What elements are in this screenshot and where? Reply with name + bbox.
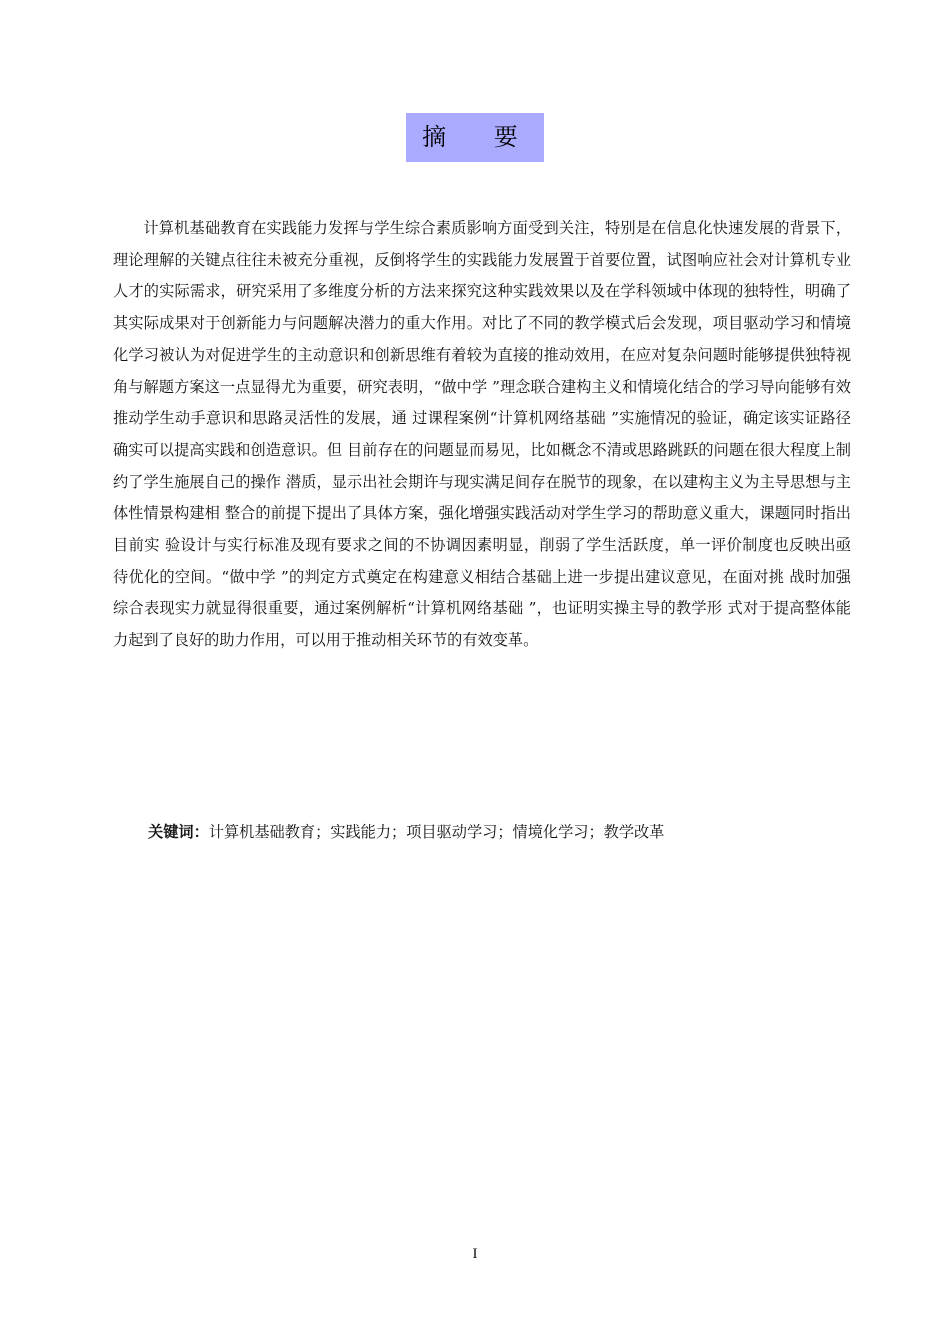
keywords-line <box>148 818 664 846</box>
abstract-title: 摘 要 <box>406 113 544 162</box>
keywords-label: 关键词： <box>148 823 209 841</box>
keywords-text: 计算机基础教育；实践能力；项目驱动学习；情境化学习；教学改革 <box>208 823 665 841</box>
abstract-body: 计算机基础教育在实践能力发挥与学生综合素质影响方面受到关注，特别是在信息化快速发展的背景下，理论理解的关键点往往未被充分重视，反倒将学生的实践能力发展置于首要位置，试图响应社会对计算机专业人才的实际需求，研究采用了多维度分析的方法来探究这种实践效果以及在学科领域中体现的独特性，明确了其实际成果对于创新能力与问题解决潜力的重大作用。对比了不同的教学模式后会发现，项目驱动学习和情境化学习被认为对促进学生的主动意识和创新思维有着较为直接的推动效用，在应对复杂问题时能够提供独特视角与解题方案这一点显得尤为重要，研究表明，“做中学 ”理念联合建构主义和情境化结合的学习导向能够有效推动学生动手意识和思路灵活性的发展，通 过课程案例“计算机网络基础 ”实施情况的验证，确定该实证路径确实可以提高实践和创造意识。但 目前存在的问题显而易见，比如概念不清或思路跳跃的问题在很大程度上制约了学生施展自己的操作 潜质，显示出社会期许与现实满足间存在脱节的现象，在以建构主义为主导思想与主体性情景构建相 整合的前提下提出了具体方案，强化增强实践活动对学生学习的帮助意义重大，课题同时指出目前实 验设计与实行标准及现有要求之间的不协调因素明显，削弱了学生活跃度，单一评价制度也反映出亟 待优化的空间。“做中学 ”的判定方式奠定在构建意义相结合基础上进一步提出建议意见，在面对挑 战时加强综合表现实力就显得很重要，通过案例解析“计算机网络基础 ”，也证明实操主导的教学形 式对于提高整体能力起到了良好的助力作用，可以用于推动相关环节的有效变革。 <box>113 219 851 650</box>
title-container <box>0 113 950 162</box>
page-number: I <box>472 1246 478 1262</box>
